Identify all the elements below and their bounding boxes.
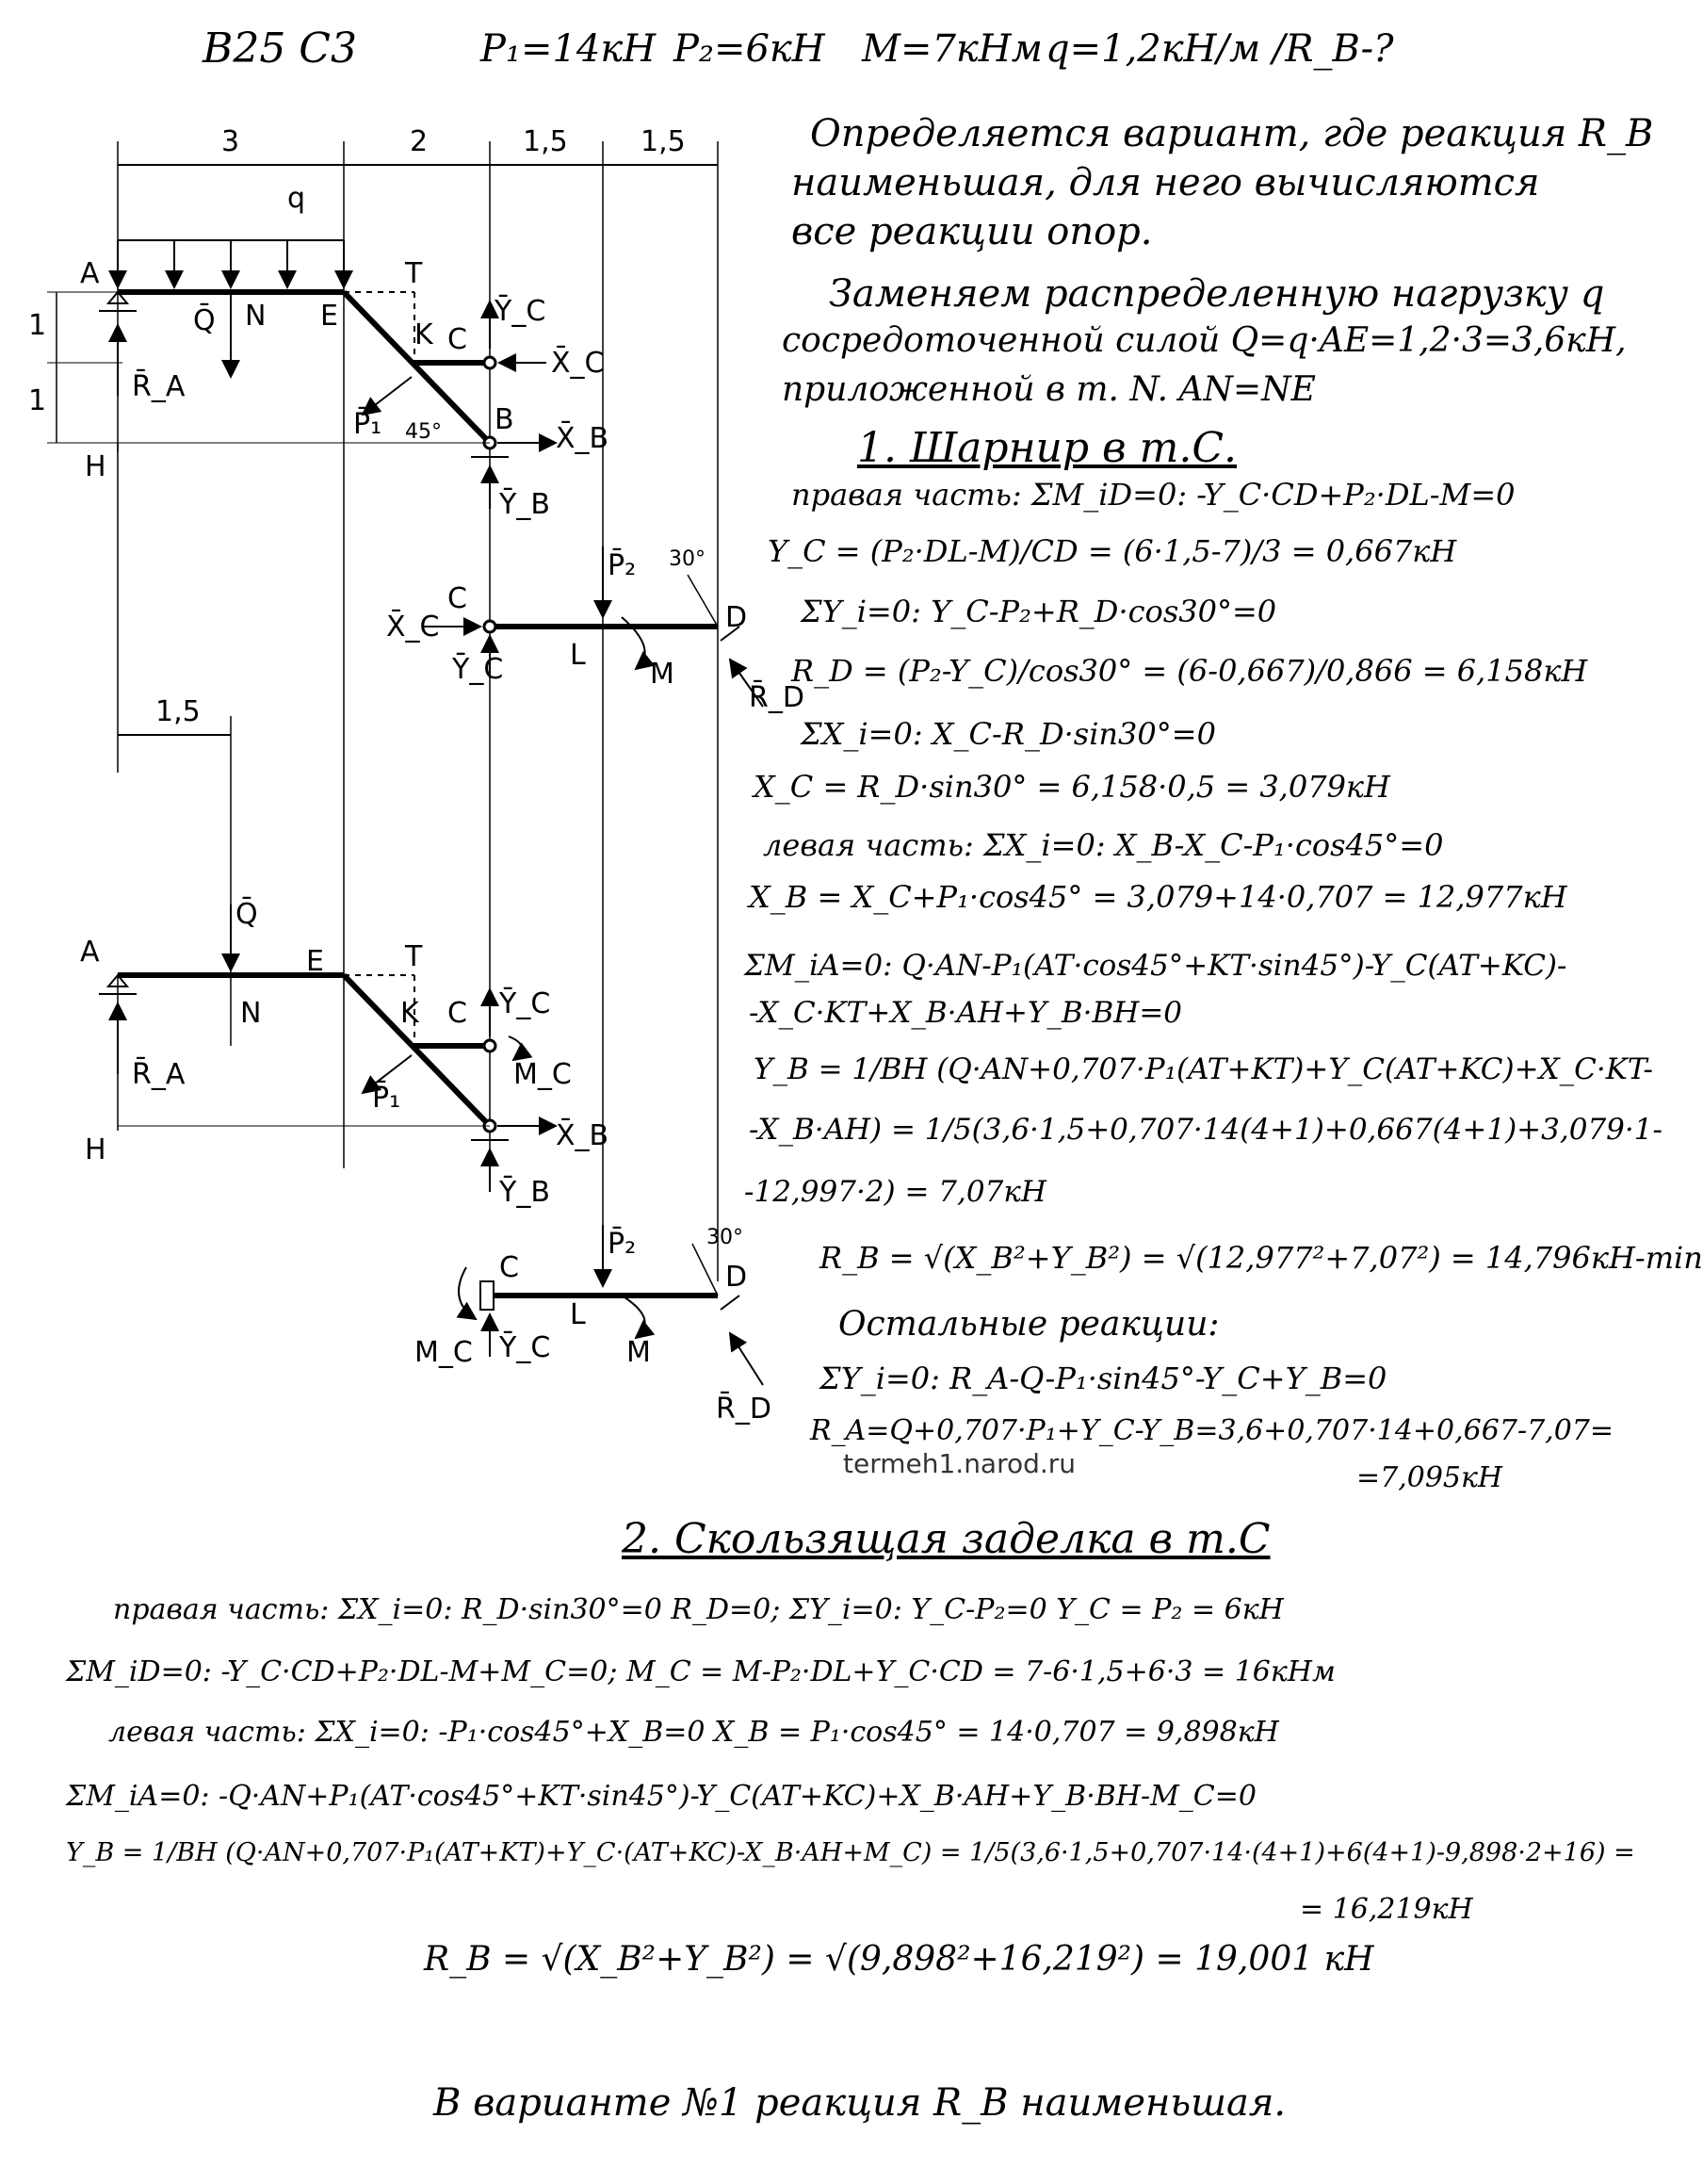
label-D-4: D (725, 1261, 748, 1294)
intro-line: наименьшая, для него вычисляются (791, 161, 1540, 204)
case2-line: правая часть: ΣX_i=0: R_D·sin30°=0 R_D=0; ΣY_i=0: Y_C-P₂=0 Y_C = P₂ = 6кН (113, 1593, 1284, 1626)
label-T-1: T (405, 257, 423, 290)
label-C-3: C (447, 997, 467, 1030)
q-value: q=1,2кН/м /R_B-? (1046, 27, 1394, 71)
label-MC-3: M_C (513, 1058, 572, 1091)
case2-rb-result: R_B = √(X_B²+Y_B²) = √(9,898²+16,219²) = 19,001 кН (424, 1940, 1374, 1979)
case1-line: Y_B = 1/BH (Q·AN+0,707·P₁(AT+KT)+Y_C(AT+KC)+X_C·KT- (754, 1052, 1654, 1086)
label-Q-3: Q̄ (235, 898, 258, 931)
intro-line: Заменяем распределенную нагрузку q (829, 272, 1605, 316)
label-30-2: 30° (669, 547, 706, 571)
label-P2-2: P̄₂ (608, 549, 637, 582)
label-MC-4: M_C (414, 1336, 473, 1369)
case1-line: R_D = (P₂-Y_C)/cos30° = (6-0,667)/0,866 = 6,158кН (791, 653, 1588, 689)
label-P1-1: P̄₁ (353, 408, 382, 441)
label-YC-4: Ȳ_C (499, 1331, 551, 1364)
label-XB-3: X̄_B (556, 1119, 609, 1152)
label-RD-4: R̄_D (716, 1393, 771, 1426)
case1-line: R_A=Q+0,707·P₁+Y_C-Y_B=3,6+0,707·14+0,667-7,07= (810, 1414, 1614, 1447)
case1-line: X_C = R_D·sin30° = 6,158·0,5 = 3,079кН (754, 769, 1390, 805)
case1-line: =7,095кН (1356, 1461, 1503, 1494)
label-E-1: E (320, 300, 338, 333)
label-C-1: C (447, 323, 467, 356)
dim-top-1-5b: 1,5 (641, 125, 686, 158)
label-N-1: N (245, 300, 267, 333)
label-D-2: D (725, 601, 748, 634)
p1-value: P₁=14кН (480, 27, 657, 71)
label-YC-2: Ȳ_C (452, 653, 504, 686)
case1-line: -12,997·2) = 7,07кН (744, 1175, 1046, 1209)
label-H-1: H (85, 450, 106, 483)
intro-line: Определяется вариант, где реакция R_B (810, 112, 1654, 155)
label-YC-1: Ȳ_C (495, 295, 546, 328)
case2-line: Y_B = 1/BH (Q·AN+0,707·P₁(AT+KT)+Y_C·(AT+KC)-X_B·AH+M_C) = 1/5(3,6·1,5+0,707·14·(4+1)+6(4+1)-9,898·2+16) = (66, 1838, 1635, 1867)
label-H-3: H (85, 1133, 106, 1166)
case2-heading: 2. Скользящая заделка в т.С (622, 1515, 1271, 1563)
label-L-4: L (570, 1298, 586, 1331)
dim-left-1b: 1 (28, 384, 47, 417)
dim-mid-1-5: 1,5 (155, 695, 201, 728)
case1-line: правая часть: ΣM_iD=0: -Y_C·CD+P₂·DL-M=0 (791, 477, 1516, 513)
case2-line: левая часть: ΣX_i=0: -P₁·cos45°+X_B=0 X_B = P₁·cos45° = 14·0,707 = 9,898кН (108, 1716, 1279, 1749)
label-YC-3: Ȳ_C (499, 987, 551, 1020)
label-L-2: L (570, 639, 586, 672)
label-XB-1: X̄_B (556, 422, 609, 455)
case1-line: X_B = X_C+P₁·cos45° = 3,079+14·0,707 = 12,977кН (749, 879, 1567, 915)
case2-line: ΣM_iD=0: -Y_C·CD+P₂·DL-M+M_C=0; M_C = M-P₂·DL+Y_C·CD = 7-6·1,5+6·3 = 16кНм (66, 1655, 1336, 1688)
label-P1-3: P̄₁ (372, 1082, 401, 1115)
dim-left-1a: 1 (28, 309, 47, 342)
label-RD-2: R̄_D (749, 681, 804, 714)
case1-line: -X_C·KT+X_B·AH+Y_B·BH=0 (749, 996, 1183, 1030)
label-E-3: E (306, 945, 324, 978)
case1-rb-result: R_B = √(X_B²+Y_B²) = √(12,977²+7,07²) = 14,796кН-min (819, 1240, 1703, 1276)
dim-top-2: 2 (410, 125, 429, 158)
watermark: termeh1.narod.ru (843, 1448, 1077, 1479)
case1-line: Остальные реакции: (838, 1305, 1220, 1344)
label-45: 45° (405, 420, 442, 444)
label-YB-1: Ȳ_B (499, 488, 550, 521)
case2-line: = 16,219кН (1300, 1893, 1473, 1926)
label-Q-1: Q̄ (193, 304, 216, 337)
label-N-3: N (240, 997, 262, 1030)
dim-top-1-5a: 1,5 (523, 125, 568, 158)
label-XC-2: X̄_C (386, 611, 440, 644)
label-M-4: M (626, 1336, 651, 1369)
label-30-4: 30° (706, 1226, 743, 1249)
case1-line: ΣM_iA=0: Q·AN-P₁(AT·cos45°+KT·sin45°)-Y_C(AT+KC)- (744, 949, 1567, 983)
case1-line: левая часть: ΣX_i=0: X_B-X_C-P₁·cos45°=0 (763, 827, 1444, 863)
dim-top-3: 3 (221, 125, 240, 158)
label-RA-1: R̄_A (132, 370, 186, 403)
diagram-3 (99, 716, 556, 1192)
case1-line: ΣY_i=0: Y_C-P₂+R_D·cos30°=0 (801, 594, 1277, 629)
m-value: M=7кНм (862, 27, 1043, 71)
label-M-2: M (650, 658, 674, 691)
label-q: q (287, 182, 306, 215)
label-XC-1: X̄_C (551, 347, 605, 380)
case1-line: ΣY_i=0: R_A-Q-P₁·sin45°-Y_C+Y_B=0 (819, 1361, 1387, 1396)
label-T-3: T (405, 940, 423, 973)
p2-value: P₂=6кН (673, 27, 825, 71)
structure-diagrams (0, 0, 804, 1508)
intro-line: все реакции опор. (791, 210, 1153, 253)
intro-line: сосредоточенной силой Q=q·AE=1,2·3=3,6кН, (782, 321, 1627, 360)
variant-title: В25 С3 (203, 24, 357, 73)
label-RA-3: R̄_A (132, 1058, 186, 1091)
label-P2-4: P̄₂ (608, 1228, 637, 1261)
label-YB-3: Ȳ_B (499, 1176, 550, 1209)
case1-line: Y_C = (P₂·DL-M)/CD = (6·1,5-7)/3 = 0,667кН (768, 533, 1457, 569)
label-A-3: A (80, 936, 100, 969)
intro-line: приложенной в т. N. AN=NE (782, 370, 1316, 409)
label-C-2: C (447, 582, 467, 615)
conclusion: В варианте №1 реакция R_B наименьшая. (433, 2081, 1287, 2125)
case1-line: ΣX_i=0: X_C-R_D·sin30°=0 (801, 716, 1216, 752)
case2-line: ΣM_iA=0: -Q·AN+P₁(AT·cos45°+KT·sin45°)-Y_C(AT+KC)+X_B·AH+Y_B·BH-M_C=0 (66, 1780, 1257, 1813)
label-A-1: A (80, 257, 100, 290)
label-K-3: K (400, 997, 419, 1030)
case1-line: -X_B·AH) = 1/5(3,6·1,5+0,707·14(4+1)+0,667(4+1)+3,079·1- (749, 1113, 1662, 1147)
label-B-1: B (495, 403, 514, 436)
case1-heading: 1. Шарнир в т.С. (857, 424, 1238, 472)
label-C-4: C (499, 1251, 519, 1284)
label-K-1: K (414, 318, 433, 351)
